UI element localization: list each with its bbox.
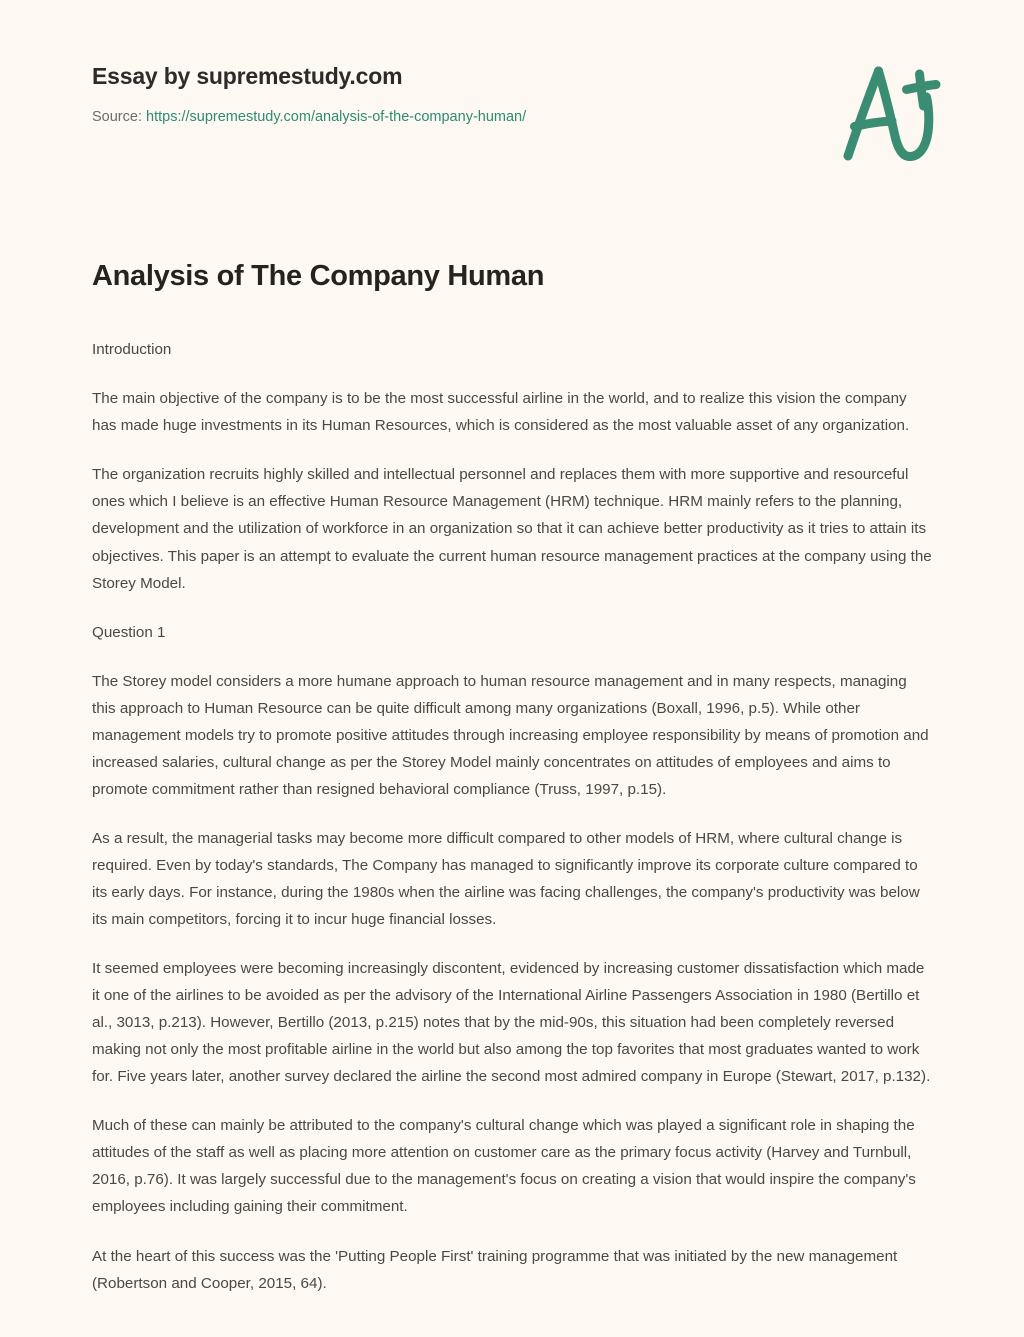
paragraph: It seemed employees were becoming increasingly discontent, evidenced by increasing customer dissatisfaction which made it one of the airlines to be avoided as per the advisory of the International Airline Passengers Association in 1980 (Bertillo et al., 3013, p.213). However, Bertillo (2013, p.215) notes that by the mid-90s, this situation had been completely reversed making not only the most profitable airline in the world but also among the top favorites that most graduates wanted to work for. Five years later, another survey declared the airline the second most admired company in Europe (Stewart, 2017, p.132). xyxy=(92,960,931,1086)
paragraph: The organization recruits highly skilled and intellectual personnel and replaces them with more supportive and resourceful ones which I believe is an effective Human Resource Management (HRM) technique. HRM mainly refers to the planning, development and the utilization of workforce in an organization so that it can achieve better productivity as it tries to attain its objectives. This paper is an attempt to evaluate the current human resource management practices at the company using the Storey Model. xyxy=(92,466,932,592)
source-line xyxy=(92,107,932,127)
paragraph: At the heart of this success was the 'Putting People First' training programme that was initiated by the new management (Robertson and Cooper, 2015, 64). xyxy=(92,1247,898,1292)
page-title: Analysis of The Company Human xyxy=(92,260,545,292)
source-label: Source: xyxy=(92,108,142,125)
section-heading-question-1: Question 1 xyxy=(92,623,166,641)
site-header xyxy=(0,0,1024,186)
paragraph: As a result, the managerial tasks may become more difficult compared to other models of HRM, where cultural change is required. Even by today's standards, The Company has managed to significantly improve its corporate culture compared to its early days. For instance, during the 1980s when the airline was facing challenges, the company's productivity was below its main competitors, forcing it to incur huge financial losses. xyxy=(92,829,920,929)
brand-title: Essay by supremestudy.com xyxy=(92,63,403,89)
source-url-link[interactable]: https://supremestudy.com/analysis-of-the-company-human/ xyxy=(146,108,527,125)
article-body xyxy=(92,336,932,1296)
paragraph: Much of these can mainly be attributed to the company's cultural change which was played a significant role in shaping the attitudes of the staff as well as placing more attention on customer care as the primary focus activity (Harvey and Turnbull, 2016, p.76). It was largely successful due to the management's focus on creating a vision that would inspire the company's employees including gaining their commitment. xyxy=(92,1117,916,1216)
section-heading-introduction: Introduction xyxy=(92,341,172,359)
article xyxy=(0,258,1024,1337)
a-plus-logo[interactable] xyxy=(834,64,946,168)
paragraph: The Storey model considers a more humane approach to human resource management and in many respects, managing this approach to Human Resource can be quite difficult among many organizations (Boxall, 1996, p.5). While other management models try to promote positive attitudes through increasing employee responsibility by means of promotion and increased salaries, cultural change as per the Storey Model mainly concentrates on attitudes of employees and aims to promote commitment rather than resigned behavioral compliance (Truss, 1997, p.15). xyxy=(92,672,929,798)
paragraph: The main objective of the company is to be the most successful airline in the world, and to realize this vision the company has made huge investments in its Human Resources, which is considered as the most valuable asset of any organization. xyxy=(92,390,910,435)
